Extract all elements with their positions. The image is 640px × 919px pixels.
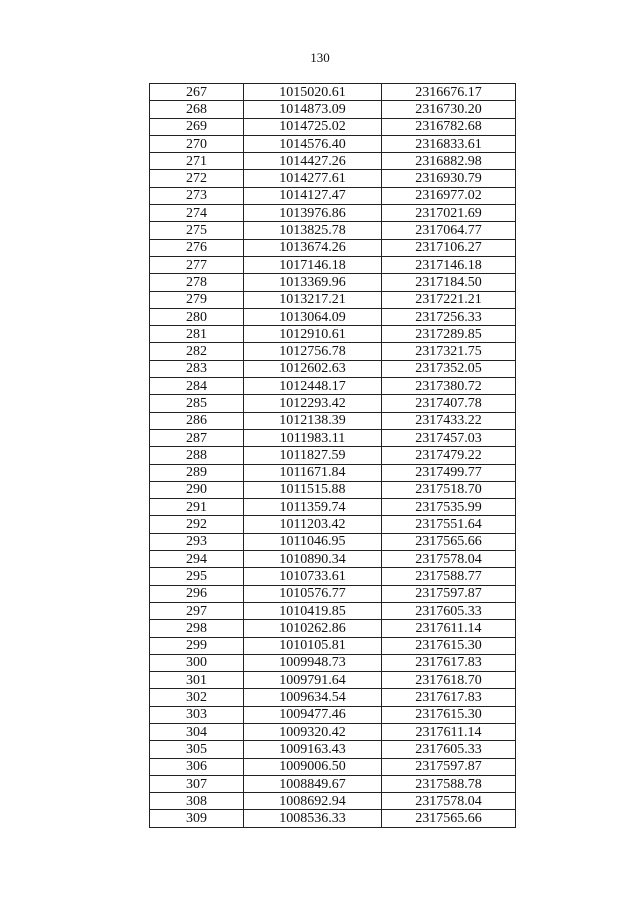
y-coordinate-cell: 2316782.68: [382, 118, 516, 135]
point-number-cell: 267: [150, 84, 244, 101]
point-number-cell: 307: [150, 775, 244, 792]
point-number-cell: 282: [150, 343, 244, 360]
table-row: [150, 775, 516, 792]
y-coordinate-cell: 2317352.05: [382, 360, 516, 377]
y-coordinate-cell: 2317321.75: [382, 343, 516, 360]
point-number-cell: 308: [150, 793, 244, 810]
table-row: [150, 326, 516, 343]
table-row: [150, 274, 516, 291]
y-coordinate-cell: 2317617.83: [382, 689, 516, 706]
x-coordinate-cell: 1013976.86: [244, 205, 382, 222]
table-row: [150, 308, 516, 325]
point-number-cell: 292: [150, 516, 244, 533]
x-coordinate-cell: 1010419.85: [244, 602, 382, 619]
table-row: [150, 395, 516, 412]
point-number-cell: 286: [150, 412, 244, 429]
x-coordinate-cell: 1013064.09: [244, 308, 382, 325]
point-number-cell: 290: [150, 481, 244, 498]
point-number-cell: 269: [150, 118, 244, 135]
table-row: [150, 689, 516, 706]
table-row: [150, 758, 516, 775]
x-coordinate-cell: 1009320.42: [244, 723, 382, 740]
x-coordinate-cell: 1010105.81: [244, 637, 382, 654]
y-coordinate-cell: 2316882.98: [382, 153, 516, 170]
x-coordinate-cell: 1012756.78: [244, 343, 382, 360]
point-number-cell: 296: [150, 585, 244, 602]
x-coordinate-cell: 1008692.94: [244, 793, 382, 810]
y-coordinate-cell: 2317615.30: [382, 637, 516, 654]
x-coordinate-cell: 1009477.46: [244, 706, 382, 723]
x-coordinate-cell: 1011203.42: [244, 516, 382, 533]
point-number-cell: 274: [150, 205, 244, 222]
point-number-cell: 276: [150, 239, 244, 256]
y-coordinate-cell: 2317551.64: [382, 516, 516, 533]
y-coordinate-cell: 2317565.66: [382, 533, 516, 550]
y-coordinate-cell: 2317618.70: [382, 672, 516, 689]
y-coordinate-cell: 2317617.83: [382, 654, 516, 671]
point-number-cell: 304: [150, 723, 244, 740]
table-row: [150, 239, 516, 256]
x-coordinate-cell: 1009948.73: [244, 654, 382, 671]
point-number-cell: 288: [150, 447, 244, 464]
point-number-cell: 299: [150, 637, 244, 654]
point-number-cell: 302: [150, 689, 244, 706]
y-coordinate-cell: 2317021.69: [382, 205, 516, 222]
point-number-cell: 281: [150, 326, 244, 343]
y-coordinate-cell: 2316730.20: [382, 101, 516, 118]
point-number-cell: 306: [150, 758, 244, 775]
x-coordinate-cell: 1013825.78: [244, 222, 382, 239]
x-coordinate-cell: 1010890.34: [244, 551, 382, 568]
y-coordinate-cell: 2317221.21: [382, 291, 516, 308]
x-coordinate-cell: 1014277.61: [244, 170, 382, 187]
y-coordinate-cell: 2317407.78: [382, 395, 516, 412]
point-number-cell: 305: [150, 741, 244, 758]
x-coordinate-cell: 1009791.64: [244, 672, 382, 689]
table-row: [150, 118, 516, 135]
y-coordinate-cell: 2317605.33: [382, 741, 516, 758]
point-number-cell: 303: [150, 706, 244, 723]
table-row: [150, 187, 516, 204]
y-coordinate-cell: 2317064.77: [382, 222, 516, 239]
x-coordinate-cell: 1014725.02: [244, 118, 382, 135]
x-coordinate-cell: 1012448.17: [244, 378, 382, 395]
x-coordinate-cell: 1014873.09: [244, 101, 382, 118]
x-coordinate-cell: 1014576.40: [244, 135, 382, 152]
point-number-cell: 268: [150, 101, 244, 118]
x-coordinate-cell: 1009634.54: [244, 689, 382, 706]
point-number-cell: 293: [150, 533, 244, 550]
point-number-cell: 275: [150, 222, 244, 239]
point-number-cell: 271: [150, 153, 244, 170]
x-coordinate-cell: 1013369.96: [244, 274, 382, 291]
table-row: [150, 447, 516, 464]
y-coordinate-cell: 2317184.50: [382, 274, 516, 291]
table-row: [150, 135, 516, 152]
table-row: [150, 153, 516, 170]
table-row: [150, 101, 516, 118]
y-coordinate-cell: 2317106.27: [382, 239, 516, 256]
y-coordinate-cell: 2317518.70: [382, 481, 516, 498]
point-number-cell: 287: [150, 429, 244, 446]
x-coordinate-cell: 1011515.88: [244, 481, 382, 498]
x-coordinate-cell: 1009163.43: [244, 741, 382, 758]
x-coordinate-cell: 1013217.21: [244, 291, 382, 308]
table-row: [150, 343, 516, 360]
y-coordinate-cell: 2317535.99: [382, 499, 516, 516]
coordinates-table-body: [150, 84, 516, 828]
y-coordinate-cell: 2317588.77: [382, 568, 516, 585]
point-number-cell: 280: [150, 308, 244, 325]
x-coordinate-cell: 1014127.47: [244, 187, 382, 204]
x-coordinate-cell: 1017146.18: [244, 256, 382, 273]
table-row: [150, 499, 516, 516]
y-coordinate-cell: 2317578.04: [382, 551, 516, 568]
y-coordinate-cell: 2316676.17: [382, 84, 516, 101]
table-row: [150, 360, 516, 377]
y-coordinate-cell: 2317578.04: [382, 793, 516, 810]
x-coordinate-cell: 1011046.95: [244, 533, 382, 550]
x-coordinate-cell: 1011983.11: [244, 429, 382, 446]
table-row: [150, 205, 516, 222]
table-row: [150, 84, 516, 101]
point-number-cell: 278: [150, 274, 244, 291]
table-row: [150, 741, 516, 758]
x-coordinate-cell: 1011359.74: [244, 499, 382, 516]
table-row: [150, 481, 516, 498]
y-coordinate-cell: 2317597.87: [382, 758, 516, 775]
table-row: [150, 291, 516, 308]
y-coordinate-cell: 2317146.18: [382, 256, 516, 273]
point-number-cell: 291: [150, 499, 244, 516]
point-number-cell: 289: [150, 464, 244, 481]
x-coordinate-cell: 1011827.59: [244, 447, 382, 464]
table-row: [150, 222, 516, 239]
table-row: [150, 585, 516, 602]
point-number-cell: 298: [150, 620, 244, 637]
table-row: [150, 706, 516, 723]
point-number-cell: 285: [150, 395, 244, 412]
y-coordinate-cell: 2317588.78: [382, 775, 516, 792]
table-row: [150, 723, 516, 740]
x-coordinate-cell: 1010576.77: [244, 585, 382, 602]
table-row: [150, 533, 516, 550]
coordinates-table: [149, 83, 516, 828]
x-coordinate-cell: 1011671.84: [244, 464, 382, 481]
table-row: [150, 516, 516, 533]
table-row: [150, 378, 516, 395]
x-coordinate-cell: 1012138.39: [244, 412, 382, 429]
y-coordinate-cell: 2317611.14: [382, 620, 516, 637]
y-coordinate-cell: 2317499.77: [382, 464, 516, 481]
table-row: [150, 654, 516, 671]
y-coordinate-cell: 2316833.61: [382, 135, 516, 152]
point-number-cell: 279: [150, 291, 244, 308]
table-row: [150, 170, 516, 187]
point-number-cell: 273: [150, 187, 244, 204]
table-row: [150, 464, 516, 481]
x-coordinate-cell: 1008849.67: [244, 775, 382, 792]
table-row: [150, 602, 516, 619]
y-coordinate-cell: 2317615.30: [382, 706, 516, 723]
y-coordinate-cell: 2317433.22: [382, 412, 516, 429]
y-coordinate-cell: 2317479.22: [382, 447, 516, 464]
point-number-cell: 309: [150, 810, 244, 827]
x-coordinate-cell: 1008536.33: [244, 810, 382, 827]
point-number-cell: 283: [150, 360, 244, 377]
x-coordinate-cell: 1012910.61: [244, 326, 382, 343]
page-number: 130: [310, 50, 330, 65]
y-coordinate-cell: 2317611.14: [382, 723, 516, 740]
y-coordinate-cell: 2317380.72: [382, 378, 516, 395]
table-row: [150, 672, 516, 689]
point-number-cell: 270: [150, 135, 244, 152]
point-number-cell: 277: [150, 256, 244, 273]
y-coordinate-cell: 2316930.79: [382, 170, 516, 187]
point-number-cell: 284: [150, 378, 244, 395]
y-coordinate-cell: 2317597.87: [382, 585, 516, 602]
y-coordinate-cell: 2317289.85: [382, 326, 516, 343]
x-coordinate-cell: 1009006.50: [244, 758, 382, 775]
table-row: [150, 810, 516, 827]
x-coordinate-cell: 1014427.26: [244, 153, 382, 170]
x-coordinate-cell: 1010262.86: [244, 620, 382, 637]
table-row: [150, 620, 516, 637]
point-number-cell: 301: [150, 672, 244, 689]
x-coordinate-cell: 1015020.61: [244, 84, 382, 101]
table-row: [150, 551, 516, 568]
point-number-cell: 295: [150, 568, 244, 585]
y-coordinate-cell: 2317457.03: [382, 429, 516, 446]
table-row: [150, 793, 516, 810]
table-row: [150, 637, 516, 654]
x-coordinate-cell: 1012602.63: [244, 360, 382, 377]
y-coordinate-cell: 2317605.33: [382, 602, 516, 619]
y-coordinate-cell: 2316977.02: [382, 187, 516, 204]
table-row: [150, 429, 516, 446]
point-number-cell: 297: [150, 602, 244, 619]
y-coordinate-cell: 2317565.66: [382, 810, 516, 827]
table-row: [150, 412, 516, 429]
point-number-cell: 272: [150, 170, 244, 187]
y-coordinate-cell: 2317256.33: [382, 308, 516, 325]
x-coordinate-cell: 1013674.26: [244, 239, 382, 256]
point-number-cell: 300: [150, 654, 244, 671]
x-coordinate-cell: 1010733.61: [244, 568, 382, 585]
table-row: [150, 568, 516, 585]
table-row: [150, 256, 516, 273]
point-number-cell: 294: [150, 551, 244, 568]
x-coordinate-cell: 1012293.42: [244, 395, 382, 412]
